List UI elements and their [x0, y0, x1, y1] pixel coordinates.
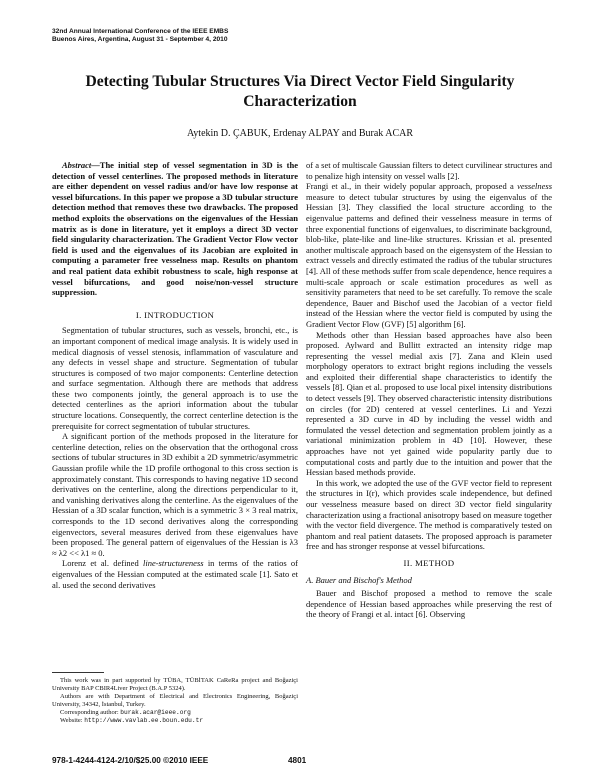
footnote-website-line [52, 717, 298, 725]
section-heading-introduction: I. INTRODUCTION [135, 309, 215, 320]
paper-title: Detecting Tubular Structures Via Direct Vector Field Singularity Characterization [85, 73, 515, 110]
left-column [52, 160, 298, 590]
intro-paragraph: A significant portion of the methods proposed in the literature for centerline detection, relies on the observation that the orthogonal cross sections of tubular structures in 3D exhibit a 2D symmetric/asymmetric Gaussian profile while the 1D profile orthogonal to this cross section is approximately constant. This corresponds to having negative 1D second derivatives on the centerline, along the directions perpendicular to it, and vanishing derivatives along the centerline. As the eigenvalues of the Hessian of a 3D scalar function, which is a symmetric 3 × 3 real matrix, corresponds to the 1D second derivatives along the corresponding eigenvectors, several measures derived from these eigenvalues have been proposed. The general pattern of eigenvalues of the Hessian is λ3 ≈ λ2 << λ1 ≈ 0. [52, 431, 298, 558]
footnote-affiliation: Authors are with Department of Electrical and Electronics Engineering, Boğaziçi University, 34342, İstanbul, Turkey. [52, 693, 298, 708]
abstract [52, 160, 298, 298]
conference-name: 32nd Annual International Conference of the IEEE EMBS [52, 28, 229, 35]
footnote-email-line [52, 709, 298, 717]
conference-location: Buenos Aires, Argentina, August 31 - September 4, 2010 [52, 36, 228, 43]
footnote-rule [52, 672, 104, 673]
footer-page-number: 4801 [288, 756, 307, 765]
continuation-text: of a set of multiscale Gaussian filters to detect curvilinear structures and to penalize high intensity on vessel walls [2]. [306, 160, 552, 181]
footnote [52, 672, 298, 725]
lorenz-post: in terms of the ratios of eigenvalues of the Hessian computed at the estimated scale [1]. Sato et al. used the second derivatives [52, 558, 298, 590]
frangi-paragraph [306, 181, 552, 329]
footer-isbn: 978-1-4244-4124-2/10/$25.00 ©2010 IEEE [52, 756, 209, 765]
abstract-label: Abstract [62, 160, 92, 170]
lorenz-pre: Lorenz et al. defined [62, 558, 143, 569]
frangi-post: measure to detect tubular structures by using the eigenvalus of the Hessian [3]. They classified the local structure according to the eigenvalue patterns and defined their vesselness measure in terms of three exponential functions of eigenvalues, to discriminate background, blob-like, plate-like and line-like structures. Krissian et al. presented another multiscale approach based on the eigensystem of the Hessian to extract vessels and directly estimated the radius of the tubular structures [4]. All of these methods suffer from scale dependence, hence requires a multi-scale approach or scale estimation procedures as well as sensitivity parameters that need to be set carefully. To remove the scale dependence, Bauer and Bischof used the Jacobian of a vector field instead of the Hessian where the vector field is computed by using the Gradient Vector Flow (GVF) [5] algorithm [6]. [306, 191, 552, 329]
intro-paragraph-lorenz [52, 558, 298, 590]
intro-paragraph: Segmentation of tubular structures, such as vessels, bronchi, etc., is an important component of medical image analysis. It is widely used in medical diagnosis of vessel stenosis, inflammation of vasculature and any defects in vessel shape and structure. Segmentation of tubular structures is composed of two major components: Centerline detection and surface segmentation. Although there are methods that address these two components jointly, the general approach is to use the detected centerlines as the apriori information about the tubular structure locations. Consequently, the correct centerline detection is the prerequisite for correct segmentation of tubular structures. [52, 325, 298, 431]
methods-paragraph: Methods other than Hessian based approaches have also been proposed. Aylward and Bullitt extracted an intensity ridge map representing the vessel medial axis [7]. Zana and Klein used morphology operators to extract bright regions including the vessels and exploited their differential shape characteristics to identify the vessels [8]. Qian et al. proposed to use local pixel intensity distributions to detect vessels [9]. They observed characteristic intensity distributions on circles (for 2D) centered at vessel centerlines. Li and Yezzi represented a 3D curve in 4D by including the vessel width and formulated the vessel detection and segmentation problem jointly as a variational minimization problem in 4D [10]. However, these approaches have not yet gained wide popularity partly due to computational costs and partly due to the intuition and power that the Hessian based methods provide. [306, 329, 552, 478]
lorenz-term: line-structureness [142, 558, 204, 569]
email-label: Corresponding author: [60, 709, 121, 716]
website-link[interactable]: http://www.vavlab.ee.boun.edu.tr [84, 717, 204, 724]
this-work-paragraph: In this work, we adopted the use of the GVF vector field to represent the structures in I(r), which provides scale independence, but defined our vesselness measure based on direct 3D vector field singularity characterization using a fractional anisotropy based on measure together with the vector field divergence. The method is comparatively tested on phantom and real patient datasets. The proposed approach is parameter free and has stronger response at vessel bifurcations. [306, 477, 552, 552]
right-column [306, 160, 552, 620]
subsection-heading-bauer: A. Bauer and Bischof's Method [306, 574, 412, 585]
paper-authors: Aytekin D. ÇABUK, Erdenay ALPAY and Burak ACAR [186, 128, 414, 139]
frangi-term: vesselness [517, 181, 552, 192]
abstract-text: —The initial step of vessel segmentation in 3D is the detection of vessel centerlines. The proposed methods in literature are either dependent on vessel radius and/or have low response at vessel bifurcations. In this paper we propose a 3D tubular structure detection method that removes these two drawbacks. The proposed method exploits the observations on the eigenvalues of the Hessian matrix as is done in literature, yet it employs a direct 3D vector field singularity characterization. The Gradient Vector Flow vector field is used and the eigenvalues of its Jacobian are exploited in computing a parameter free vesselness map. Results on phantom and real patient data exhibit robustness to scale, high response at vessel bifurcations, and good noise/non-vessel structure suppression. [52, 160, 298, 298]
website-label: Website: [60, 717, 85, 724]
bauer-paragraph: Bauer and Bischof proposed a method to remove the scale dependence of Hessian based approaches while preserving the rest of the theory of Frangi et al. intact [6]. Observing [306, 588, 552, 620]
conference-header [52, 28, 228, 44]
frangi-pre: Frangi et al., in their widely popular approach, proposed a [306, 181, 518, 192]
footnote-funding: This work was in part supported by TÜBA, TÜBİTAK CaReRa project and Boğaziçi University BAP CBIR4Liver Project (B.A.P 5324). [52, 677, 298, 692]
email-link[interactable]: burak.acar@ieee.org [120, 709, 191, 716]
section-heading-method: II. METHOD [403, 557, 455, 568]
